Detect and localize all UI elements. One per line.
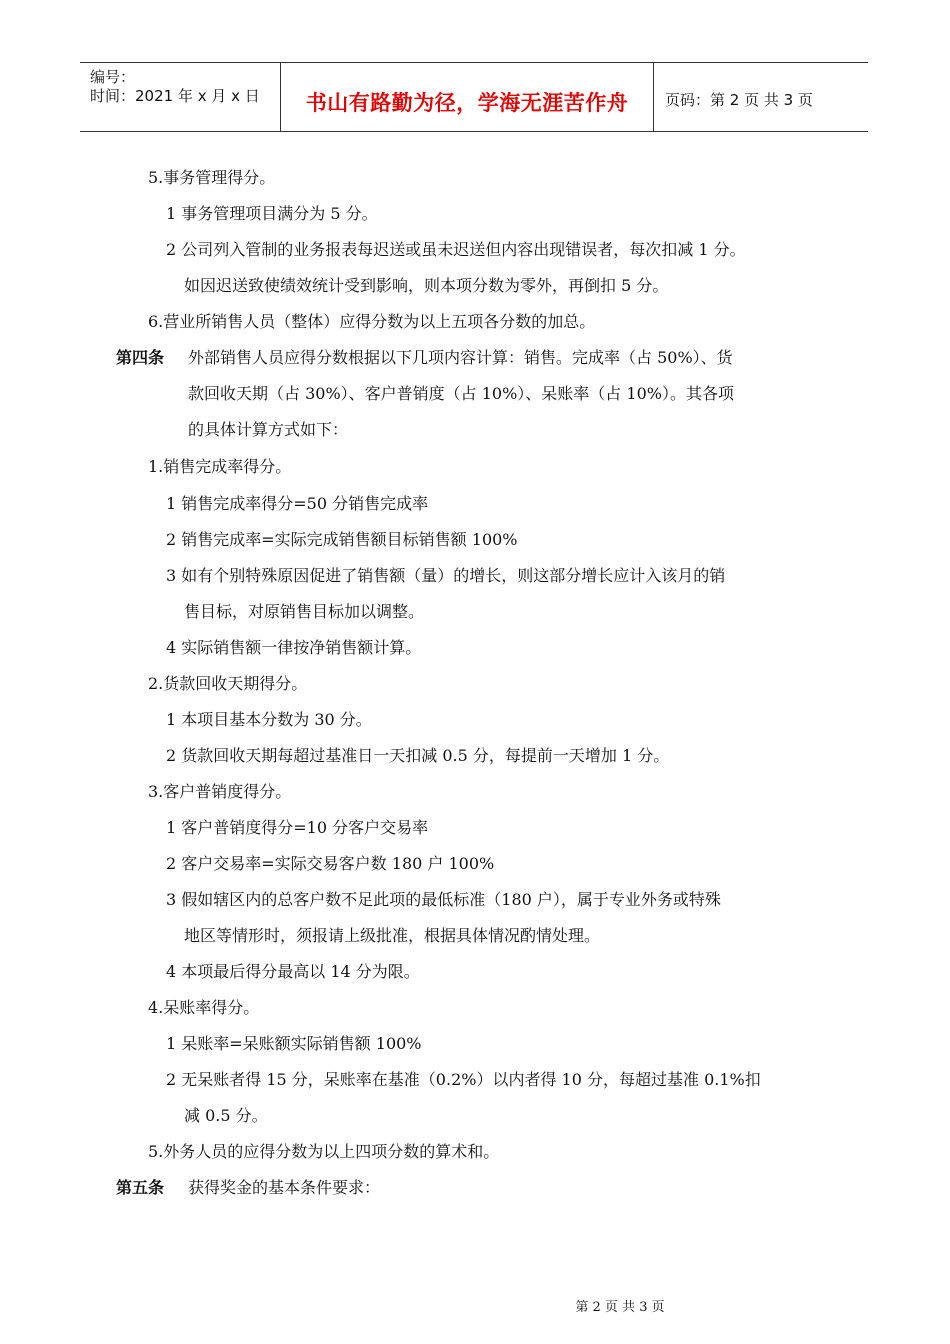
text-line: 4.呆账率得分。 — [148, 998, 260, 1017]
text-line: 1 客户普销度得分=10 分客户交易率 — [166, 818, 429, 837]
text-line: 获得奖金的基本条件要求： — [188, 1178, 381, 1197]
text-line: 3 假如辖区内的总客户数不足此项的最低标准（180 户），属于专业外务或特殊 — [166, 890, 721, 909]
text-line: 2 无呆账者得 15 分，呆账率在基准（0.2%）以内者得 10 分，每超过基准 0.1%扣 — [166, 1070, 761, 1089]
text-line: 1 本项目基本分数为 30 分。 — [166, 710, 372, 729]
text-line: 3 如有个别特殊原因促进了销售额（量）的增长，则这部分增长应计入该月的销 — [166, 566, 726, 585]
page-footer: 第 2 页 共 3 页 — [575, 1300, 665, 1315]
page-header — [80, 62, 868, 132]
text-line: 减 0.5 分。 — [184, 1106, 268, 1125]
text-line: 1 事务管理项目满分为 5 分。 — [166, 204, 378, 223]
page-code: 页码：第 2 页 共 3 页 — [665, 91, 813, 109]
header-motto-cell — [281, 63, 654, 131]
serial-number-label: 编号： — [90, 68, 136, 86]
text-line: 2.货款回收天期得分。 — [148, 674, 308, 693]
header-right-cell — [655, 63, 868, 131]
text-line: 1 呆账率=呆账额实际销售额 100% — [166, 1034, 422, 1053]
article-4-label: 第四条 — [116, 348, 165, 367]
text-line: 2 销售完成率=实际完成销售额目标销售额 100% — [166, 530, 518, 549]
text-line: 5.事务管理得分。 — [148, 168, 276, 187]
text-line: 3.客户普销度得分。 — [148, 782, 292, 801]
text-line: 4 实际销售额一律按净销售额计算。 — [166, 638, 422, 657]
text-line: 5.外务人员的应得分数为以上四项分数的算术和。 — [148, 1142, 500, 1161]
text-line: 售目标，对原销售目标加以调整。 — [184, 602, 425, 621]
motto: 书山有路勤为径，学海无涯苦作舟 — [305, 91, 629, 115]
text-line: 1.销售完成率得分。 — [148, 457, 292, 476]
header-left-cell — [80, 63, 281, 131]
text-line: 地区等情形时，须报请上级批准，根据具体情况酌情处理。 — [184, 926, 601, 945]
text-line: 2 客户交易率=实际交易客户数 180 户 100% — [166, 854, 495, 873]
text-line: 如因迟送致使绩效统计受到影响，则本项分数为零外，再倒扣 5 分。 — [184, 276, 669, 295]
text-line: 6.营业所销售人员（整体）应得分数为以上五项各分数的加总。 — [148, 312, 596, 331]
article-5-label: 第五条 — [116, 1178, 165, 1197]
text-line: 的具体计算方式如下： — [188, 420, 349, 439]
text-line: 款回收天期（占 30%）、客户普销度（占 10%）、呆账率（占 10%）。其各项 — [188, 384, 734, 403]
text-line: 1 销售完成率得分=50 分销售完成率 — [166, 494, 429, 513]
text-line: 4 本项最后得分最高以 14 分为限。 — [166, 962, 420, 981]
text-line: 2 货款回收天期每超过基准日一天扣减 0.5 分，每提前一天增加 1 分。 — [166, 746, 670, 765]
text-line: 2 公司列入管制的业务报表每迟送或虽未迟送但内容出现错误者，每次扣减 1 分。 — [166, 240, 746, 259]
text-line: 外部销售人员应得分数根据以下几项内容计算：销售。完成率（占 50%）、货 — [188, 348, 733, 367]
time-label: 时间：2021 年 x 月 x 日 — [90, 87, 260, 105]
